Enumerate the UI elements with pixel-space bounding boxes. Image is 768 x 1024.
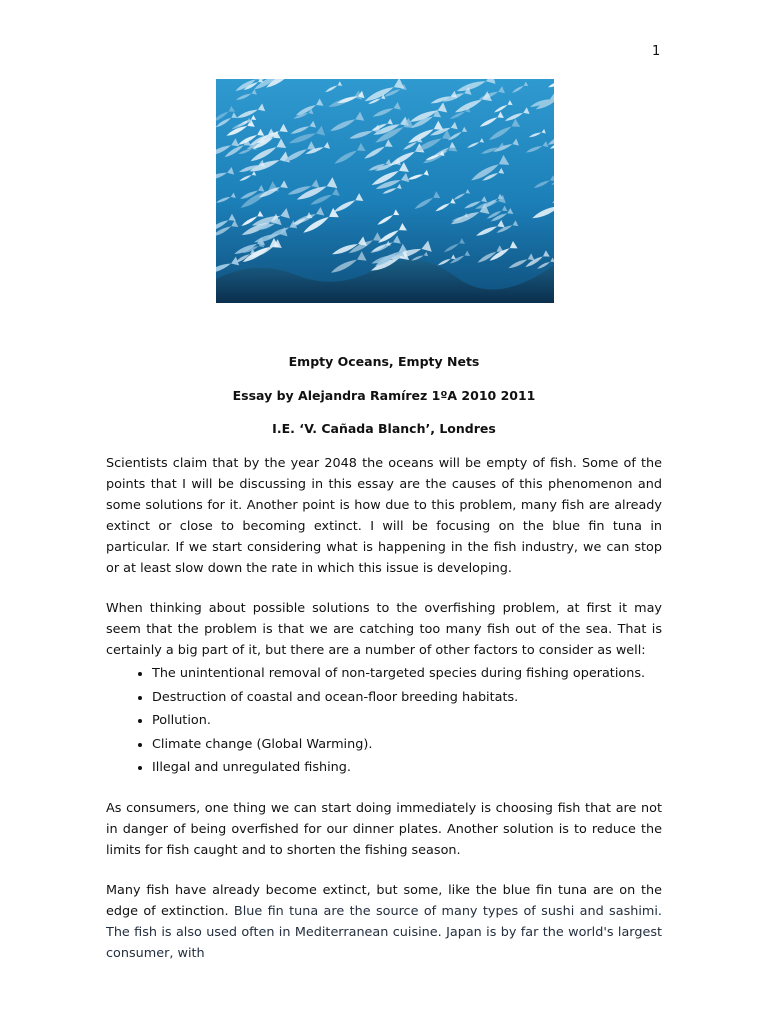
essay-title: Empty Oceans, Empty Nets bbox=[288, 354, 480, 369]
essay-title-block bbox=[106, 352, 662, 453]
list-item: • Illegal and unregulated fishing. bbox=[152, 756, 662, 780]
fish-school-illustration bbox=[216, 79, 554, 303]
extinction-rest: Blue fin tuna are the source of many types of sushi and sashimi. The fish is also used often in Mediterranean cuisine. Japan is by far the world's largest consumer, with bbox=[106, 903, 662, 961]
paragraph-consumers: As consumers, one thing we can start doing immediately is choosing fish that are not in danger of being overfished for our dinner plates. Another solution is to reduce the limits for fish caught and to shorten the fishing season. bbox=[106, 800, 662, 858]
list-item: • Climate change (Global Warming). bbox=[152, 733, 662, 757]
paragraph-solutions: When thinking about possible solutions to the overfishing problem, at first it may seem that the problem is that we are catching too many fish out of the sea. That is certainly a big part of it, but there are a number of other factors to consider as well: bbox=[106, 601, 662, 658]
factors-list bbox=[106, 662, 662, 780]
page-number: 1 bbox=[652, 44, 661, 59]
list-item: • The unintentional removal of non-targeted species during fishing operations. bbox=[152, 662, 662, 686]
list-item: • Destruction of coastal and ocean-floor breeding habitats. bbox=[152, 686, 662, 710]
essay-body bbox=[106, 453, 662, 983]
paragraph-extinction bbox=[106, 880, 662, 964]
school-name: I.E. ‘V. Cañada Blanch’, Londres bbox=[272, 421, 496, 436]
fish-school-image bbox=[216, 79, 554, 303]
essay-byline: Essay by Alejandra Ramírez 1ºA 2010 2011 bbox=[232, 387, 536, 403]
paragraph-intro: Scientists claim that by the year 2048 the oceans will be empty of fish. Some of the points that I will be discussing in this essay are the causes of this phenomenon and some solutions for it. Another point is how due to this problem, many fish are already extinct or close to becoming extinct. I will be focusing on the blue fin tuna in particular. If we start considering what is happening in the fish industry, we can stop or at least slow down the rate in which this issue is developing. bbox=[106, 456, 662, 576]
list-item: • Pollution. bbox=[152, 709, 662, 733]
extinction-lead: Many fish have already become extinct, but some, like the blue fin tuna are on the edge of extinction. bbox=[106, 882, 662, 919]
